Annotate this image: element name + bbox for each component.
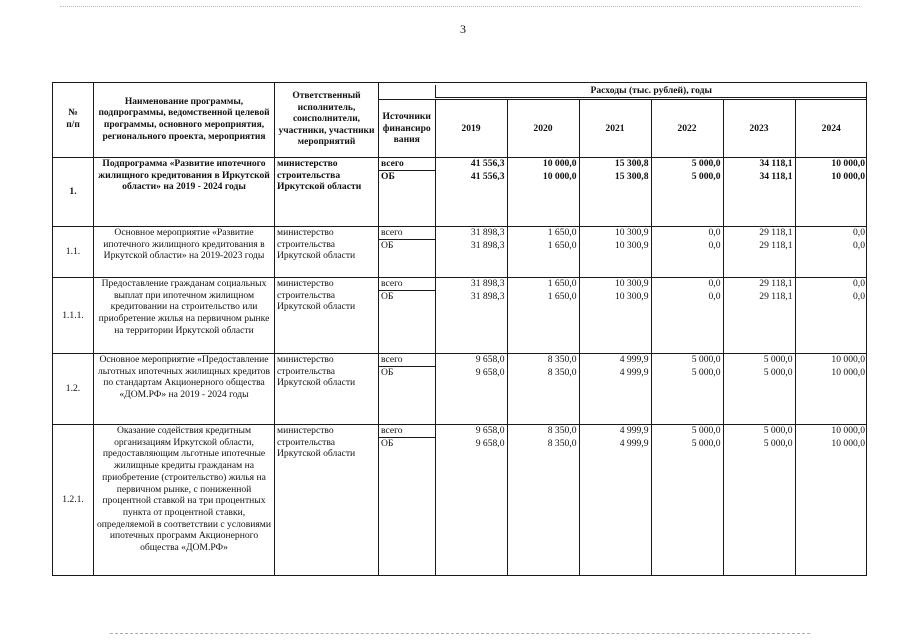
amount-2021: 10 300,9 (579, 227, 651, 240)
amount-2024: 0,0 (795, 240, 867, 278)
row-num: 1. (53, 158, 94, 227)
header-year-2023: 2023 (723, 100, 795, 157)
row-num: 1.2.1. (53, 425, 94, 576)
row-num: 1.1.1. (53, 278, 94, 354)
amount-2019: 41 556,3 (435, 158, 507, 171)
amount-2022: 5 000,0 (651, 367, 723, 425)
financing-source: ОБ (379, 291, 435, 354)
table-row (53, 227, 867, 278)
amount-2021: 4 999,9 (579, 354, 651, 367)
header-expenses-group (379, 83, 867, 100)
amount-2020: 10 000,0 (507, 171, 579, 227)
table-row (53, 354, 867, 425)
amount-2022: 5 000,0 (651, 354, 723, 367)
amount-2023: 5 000,0 (723, 425, 795, 438)
amount-2019: 9 658,0 (435, 354, 507, 367)
amount-2023: 34 118,1 (723, 171, 795, 227)
amount-2024: 0,0 (795, 278, 867, 291)
financing-source: всего (381, 278, 403, 289)
header-year-2022: 2022 (651, 100, 723, 157)
financing-line (379, 278, 867, 291)
header-years-group (379, 100, 867, 158)
financing-line (379, 438, 867, 576)
amount-2022: 5 000,0 (651, 438, 723, 576)
row-financing (379, 158, 867, 227)
header-year-2019: 2019 (435, 100, 507, 157)
page-number: 3 (460, 22, 466, 36)
row-financing (379, 227, 867, 278)
amount-2023: 29 118,1 (723, 240, 795, 278)
amount-2019: 41 556,3 (435, 171, 507, 227)
amount-2022: 5 000,0 (651, 158, 723, 171)
amount-2022: 5 000,0 (651, 171, 723, 227)
financing-source: ОБ (379, 367, 435, 425)
scan-artifact-bottom (110, 633, 810, 635)
header-name: Наименование программы, подпрограммы, ведомственной целевой программы, основного мероприятия, регионального проекта, мероприятия (94, 83, 275, 158)
row-name: Основное мероприятие «Предоставление льготных ипотечных жилищных кредитов по стандартам Акционерного общества «ДОМ.РФ» на 2019 - 2024 годы (94, 354, 275, 425)
row-name: Основное мероприятие «Развитие ипотечного жилищного кредитования в Иркутской области» на 2019-2023 годы (94, 227, 275, 278)
financing-line (379, 367, 867, 425)
amount-2020: 8 350,0 (507, 438, 579, 576)
amount-2019: 31 898,3 (435, 278, 507, 291)
amount-2021: 4 999,9 (579, 438, 651, 576)
table-row (53, 278, 867, 354)
row-financing (379, 425, 867, 576)
amount-2021: 10 300,9 (579, 240, 651, 278)
table-row (53, 425, 867, 576)
amount-2019: 9 658,0 (435, 425, 507, 438)
scan-artifact-top (60, 6, 860, 8)
amount-2024: 10 000,0 (795, 425, 867, 438)
financing-line (379, 227, 867, 240)
amount-2020: 1 650,0 (507, 278, 579, 291)
financing-line (379, 171, 867, 227)
amount-2024: 10 000,0 (795, 354, 867, 367)
row-name: Предоставление гражданам социальных выплат при ипотечном жилищном кредитовании на строительство или приобретение жилья на первичном рынке на территории Иркутской области (94, 278, 275, 354)
amount-2024: 10 000,0 (795, 171, 867, 227)
header-year-2021: 2021 (579, 100, 651, 157)
financing-line (379, 158, 867, 171)
row-financing (379, 354, 867, 425)
amount-2024: 10 000,0 (795, 367, 867, 425)
amount-2019: 31 898,3 (435, 227, 507, 240)
amount-2023: 5 000,0 (723, 367, 795, 425)
amount-2024: 0,0 (795, 227, 867, 240)
amount-2021: 15 300,8 (579, 171, 651, 227)
amount-2024: 10 000,0 (795, 438, 867, 576)
amount-2023: 29 118,1 (723, 227, 795, 240)
financing-source: всего (381, 227, 403, 238)
row-responsible: министерство строительства Иркутской области (275, 354, 379, 425)
row-name: Оказание содействия кредитным организациям Иркутской области, предоставляющим льготные ипотечные жилищные кредиты гражданам на приобретение (строительство) жилья на первичном рынке, с пониженной процентной ставкой на три процентных пункта от процентной ставки, определяемой в соответствии с условиями ипотечных программ Акционерного общества «ДОМ.РФ» (94, 425, 275, 576)
financing-line (379, 291, 867, 354)
row-responsible: министерство строительства Иркутской области (275, 278, 379, 354)
amount-2020: 8 350,0 (507, 354, 579, 367)
amount-2023: 29 118,1 (723, 278, 795, 291)
header-expenses: Расходы (тыс. рублей), годы (435, 85, 867, 98)
amount-2022: 5 000,0 (651, 425, 723, 438)
amount-2020: 10 000,0 (507, 158, 579, 171)
amount-2022: 0,0 (651, 240, 723, 278)
amount-2021: 4 999,9 (579, 367, 651, 425)
amount-2023: 29 118,1 (723, 291, 795, 354)
amount-2021: 15 300,8 (579, 158, 651, 171)
row-num: 1.2. (53, 354, 94, 425)
expenses-table (52, 82, 867, 576)
row-num: 1.1. (53, 227, 94, 278)
amount-2020: 8 350,0 (507, 425, 579, 438)
row-responsible: министерство строительства Иркутской области (275, 227, 379, 278)
row-name: Подпрограмма «Развитие ипотечного жилищного кредитования в Иркутской области» на 2019 - 2024 годы (94, 158, 275, 227)
row-responsible: министерство строительства Иркутской области (275, 425, 379, 576)
amount-2019: 9 658,0 (435, 367, 507, 425)
header-year-2020: 2020 (507, 100, 579, 157)
amount-2023: 5 000,0 (723, 438, 795, 576)
row-financing (379, 278, 867, 354)
amount-2020: 8 350,0 (507, 367, 579, 425)
amount-2020: 1 650,0 (507, 291, 579, 354)
amount-2020: 1 650,0 (507, 240, 579, 278)
financing-source: ОБ (379, 240, 435, 278)
amount-2021: 10 300,9 (579, 278, 651, 291)
financing-source: всего (381, 158, 404, 169)
amount-2021: 10 300,9 (579, 291, 651, 354)
row-responsible: министерство строительства Иркутской области (275, 158, 379, 227)
amount-2024: 10 000,0 (795, 158, 867, 171)
amount-2019: 9 658,0 (435, 438, 507, 576)
amount-2024: 0,0 (795, 291, 867, 354)
amount-2022: 0,0 (651, 291, 723, 354)
header-source: Источники финансиро вания (382, 111, 431, 146)
table-row (53, 158, 867, 227)
financing-source: ОБ (379, 171, 435, 227)
header-year-2024: 2024 (795, 100, 867, 157)
amount-2019: 31 898,3 (435, 240, 507, 278)
financing-source: ОБ (379, 438, 435, 576)
amount-2023: 5 000,0 (723, 354, 795, 367)
amount-2021: 4 999,9 (579, 425, 651, 438)
amount-2022: 0,0 (651, 227, 723, 240)
financing-source: всего (381, 425, 403, 436)
financing-line (379, 240, 867, 278)
header-num: № п/п (53, 83, 94, 158)
amount-2023: 34 118,1 (723, 158, 795, 171)
financing-line (379, 354, 867, 367)
header-responsible: Ответственный исполнитель, соисполнители, участники, участники мероприятий (275, 83, 379, 158)
financing-line (379, 425, 867, 438)
amount-2020: 1 650,0 (507, 227, 579, 240)
financing-source: всего (381, 354, 403, 365)
amount-2019: 31 898,3 (435, 291, 507, 354)
amount-2022: 0,0 (651, 278, 723, 291)
